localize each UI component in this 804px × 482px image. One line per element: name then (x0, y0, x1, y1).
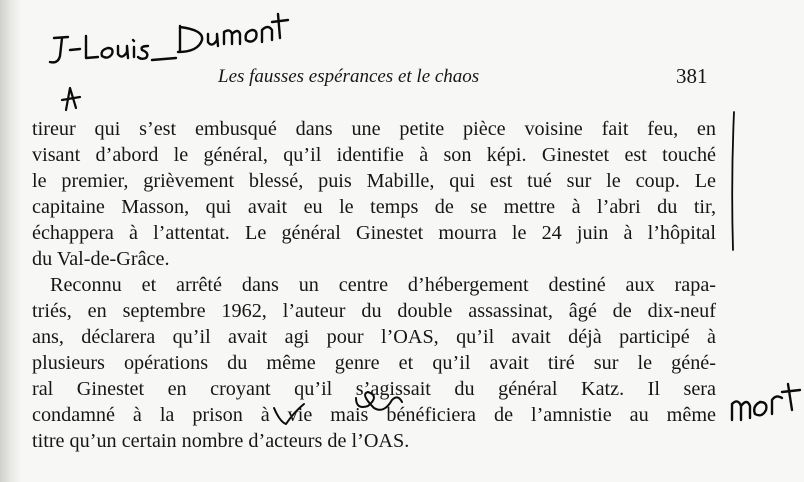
running-title: Les fausses espérances et le chaos (218, 66, 480, 87)
text-line: triés, en septembre 1962, l’auteur du double assassinat, âgé de dix-neuf (32, 300, 716, 322)
text-line: échappera à l’attentat. Le général Ginestet mourra le 24 juin à l’hôpital (32, 222, 716, 244)
text-line: visant d’abord le général, qu’il identifie à son képi. Ginestet est touché (32, 144, 716, 166)
text-line: condamné à la prison à vie mais bénéficiera de l’amnistie au même (32, 404, 716, 426)
text-line: capitaine Masson, qui avait eu le temps de se mettre à l’abri du tir, (32, 196, 716, 218)
running-header (0, 62, 804, 92)
text-line: titre qu’un certain nombre d’acteurs de l’OAS. (32, 430, 410, 452)
paragraph-1 (32, 116, 716, 272)
text-line: ans, déclarera qu’il avait agi pour l’OAS, qu’il avait déjà participé à (32, 326, 716, 348)
text-line: tireur qui s’est embusqué dans une petite pièce voisine fait feu, en (32, 118, 716, 140)
text-line: ral Ginestet en croyant qu’il s’agissait du général Katz. Il sera (32, 378, 716, 400)
text-line: du Val-de-Grâce. (32, 248, 170, 270)
text-line: le premier, grièvement blessé, puis Mabille, qui est tué sur le coup. Le (32, 170, 716, 192)
page-number: 381 (676, 64, 708, 88)
text-line: plusieurs opérations du même genre et qu’il avait tiré sur le géné- (32, 352, 716, 374)
paragraph-2 (32, 272, 716, 454)
text-line: Reconnu et arrêté dans un centre d’hébergement destiné aux rapa- (50, 274, 716, 296)
body-text (32, 116, 716, 454)
